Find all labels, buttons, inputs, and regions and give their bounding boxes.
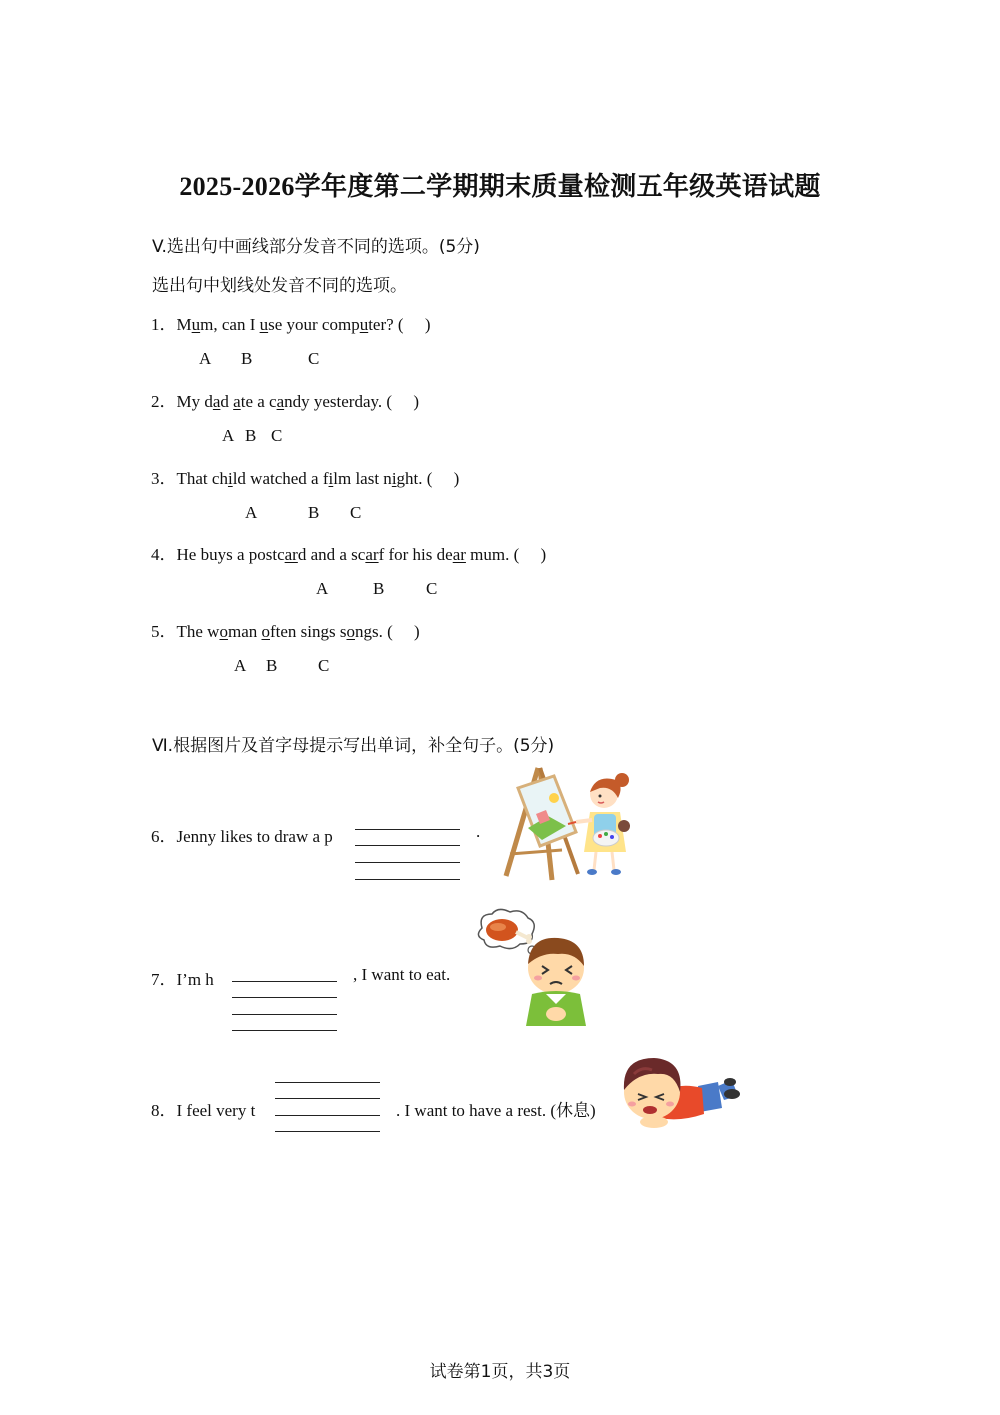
option-label-c: C xyxy=(308,349,320,368)
question-1: 1．Mum, can I use your computer? ( ) xyxy=(151,315,431,334)
page-footer: 试卷第1页，共3页 xyxy=(429,1362,571,1382)
option-label-b: B xyxy=(373,579,385,598)
girl-painting-easel-icon xyxy=(500,764,640,884)
option-label-a: A xyxy=(199,349,212,368)
option-label-c: C xyxy=(426,579,438,598)
option-label-a: A xyxy=(245,503,258,522)
question-7-ending: , I want to eat. xyxy=(353,965,451,984)
underlined-b: a xyxy=(233,392,241,411)
option-label-a: A xyxy=(316,579,329,598)
underlined-a: o xyxy=(219,622,228,641)
underlined-c: ar xyxy=(452,545,466,564)
question-8: 8．I feel very t xyxy=(151,1101,256,1120)
underlined-c: a xyxy=(276,392,285,411)
option-label-b: B xyxy=(266,656,278,675)
underlined-a: a xyxy=(212,392,221,411)
option-label-c: C xyxy=(350,503,362,522)
question-3: 3．That child watched a film last night. ( ) xyxy=(151,469,460,488)
question-6-ending: . xyxy=(476,822,481,841)
underlined-b: o xyxy=(261,622,270,641)
underlined-b: u xyxy=(259,315,269,334)
question-2: 2．My dad ate a candy yesterday. ( ) xyxy=(151,392,419,411)
page-title: 2025-2026学年度第二学期期末质量检测五年级英语试题 xyxy=(179,172,821,201)
section-6-heading: Ⅵ.根据图片及首字母提示写出单词，补全句子。(5分) xyxy=(152,736,555,756)
option-label-a: A xyxy=(234,656,247,675)
underlined-a: u xyxy=(191,315,201,334)
option-label-c: C xyxy=(318,656,330,675)
tired-boy-lying-icon xyxy=(620,1052,745,1132)
underlined-c: u xyxy=(359,315,369,334)
underlined-b: ar xyxy=(365,545,379,564)
question-5: 5．The woman often sings songs. ( ) xyxy=(151,622,420,641)
option-label-a: A xyxy=(222,426,235,445)
option-label-b: B xyxy=(245,426,257,445)
question-6: 6．Jenny likes to draw a p xyxy=(151,827,333,846)
section-5-instruction: 选出句中划线处发音不同的选项。 xyxy=(152,276,407,296)
underlined-b: i xyxy=(328,469,334,488)
option-label-b: B xyxy=(241,349,253,368)
underlined-a: ar xyxy=(284,545,298,564)
hungry-boy-chicken-thought-icon xyxy=(474,908,594,1033)
question-7: 7．I’m h xyxy=(151,970,214,989)
option-label-c: C xyxy=(271,426,283,445)
underlined-c: i xyxy=(391,469,397,488)
underlined-a: i xyxy=(227,469,233,488)
option-label-b: B xyxy=(308,503,320,522)
underlined-c: o xyxy=(346,622,355,641)
section-5-heading: V.选出句中画线部分发音不同的选项。(5分) xyxy=(152,237,480,257)
question-4: 4．He buys a postcard and a scarf for his dear mum. ( ) xyxy=(151,545,547,564)
question-8-ending: . I want to have a rest. (休息) xyxy=(396,1101,596,1120)
